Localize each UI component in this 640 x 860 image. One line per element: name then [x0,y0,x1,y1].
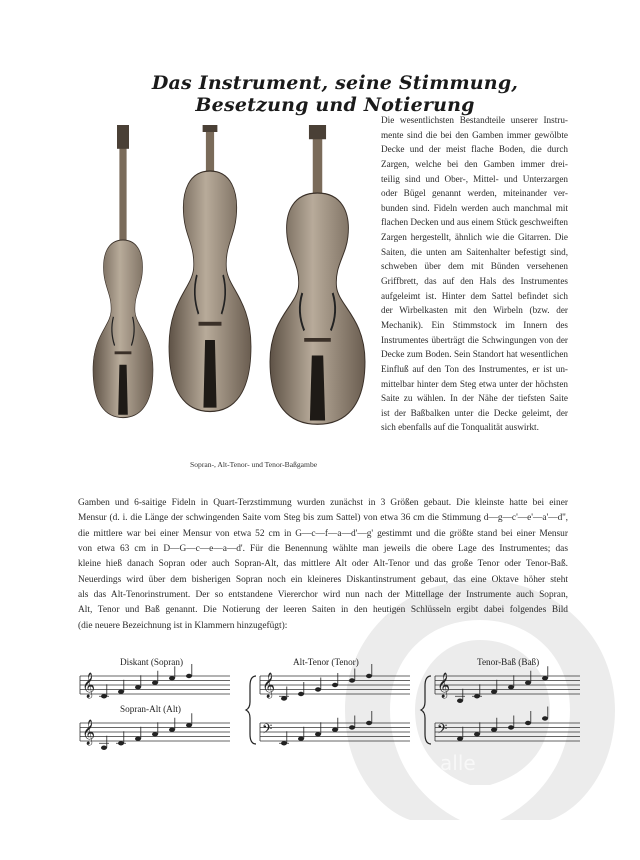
note [366,721,372,725]
note [542,676,548,680]
note [101,746,107,750]
note [508,725,514,729]
label-sopran-alt: Sopran-Alt (Alt) [120,704,181,714]
text-line: Zargen, welche bei den Gamben immer drei- [381,158,568,169]
note [457,737,463,741]
note [491,690,497,694]
label-tenor-bass: Tenor-Baß (Baß) [477,657,540,667]
main-paragraph [78,496,568,634]
music-notation [70,660,590,760]
label-alt-tenor: Alt-Tenor (Tenor) [293,657,359,667]
text-line: mente sind die bei den Gamben immer gewölbte [381,129,568,140]
text-line: flachen Decken und aus einem Stück geschweiften [381,217,568,228]
text-line: Neuerdings wird über dem bisherigen Sopran noch ein kleineres Diskantinstrument gebaut, das eine Oktave höher steht [78,574,568,585]
text-line: Mensur (d. i. die Länge der schwingenden Saite vom Steg bis zum Sattel) von etwa 36 cm die Stimmung d—g—c'—e'—a'—d'', [78,513,568,524]
note [298,692,304,696]
note [457,699,463,703]
text-line: ist der Baßbalken unter die Decke geleimt, der [381,407,568,418]
note [525,721,531,725]
text-line: von etwa 63 cm in D—G—c—e—a—d'. Für die Benennung wählte man jeweils die obere Lage des Instrumentes; das [78,544,568,555]
soprano-gamba [93,125,153,418]
text-line: Alt, Tenor und Baß genannt. Die Notierung der leeren Saiten in den heutigen Schlüsseln ergibt dabei folgendes Bild [78,605,568,616]
text-line: schweben über dem mit Bünden versehenen [381,261,568,272]
note [186,674,192,678]
text-line: als das Alt-Tenorinstrument. Der so entstandene Viererchor wird nun nach der Mittellage der Instrumente auch Sopran, [78,590,568,601]
treble-clef-icon: 𝄞 [82,720,96,745]
text-line: Griffbrett, das auf den Hals des Instrumentes [381,276,568,287]
note [186,723,192,727]
text-line: kleine hieß danach Sopran oder auch Sopran-Alt, das mittlere Alt oder Alt-Tenor und das große Tenor oder Tenor-Baß. [78,559,568,570]
text-line: bunden sind. Fideln werden auch manchmal mit [381,202,568,213]
note [366,674,372,678]
text-line: Zargen hergestellt, ähnlich wie die Gitarren. Die [381,232,568,243]
tenor-bass-gamba [270,125,365,424]
note [118,690,124,694]
text-line: Gamben und 6-saitige Fideln in Quart-Terzstimmung wurden zunächst in 3 Größen gebaut. Die kleinste hatte bei einer [78,498,568,508]
treble-clef-icon: 𝄞 [262,673,276,698]
note [315,732,321,736]
note [281,696,287,700]
treble-clef-icon: 𝄞 [82,673,96,698]
text-line: Die wesentlichsten Bestandteile unserer Instru- [381,115,568,125]
note [542,716,548,720]
side-text-column [381,113,568,435]
text-line: Einfluß auf den Ton des Instrumentes, er ist un- [381,363,568,374]
note [298,737,304,741]
note [349,725,355,729]
alt-tenor-gamba [169,125,251,412]
text-line: Saiten, die unten am Saitenhalter befestigt sind, [381,246,568,257]
text-line: Decke und der meist flache Boden, die durch [381,144,568,155]
text-line: der Wirbelkasten mit den Wirbeln (bzw. der [381,305,568,316]
bass-clef-icon: 𝄢 [437,721,448,740]
text-line: sich ebenfalls auf die Tonqualität auswirkt. [381,422,539,433]
note [332,683,338,687]
label-diskant: Diskant (Sopran) [120,657,184,667]
text-line: oder Bügel genannt werden, miteinander ver- [381,188,568,199]
note [135,685,141,689]
text-line: Saite zu wählen. In der Nähe der tiefsten Saite [381,393,568,404]
text-line: Decke zum Boden. Sein Standort hat wesentlichen [381,349,568,360]
note [152,681,158,685]
text-line: teilig sind und Ober-, Mittel- und Unterzargen [381,173,568,184]
note [491,728,497,732]
note [332,728,338,732]
text-line: die mittlere war bei einer Mensur von etwa 52 cm in G—c—f—a—d'—g' gestimmt und die größte stand bei einer Mensur [78,528,568,539]
gamba-photo [85,125,375,430]
text-line: aufgeleimt ist. Hinter dem Sattel befindet sich [381,290,568,301]
note [169,728,175,732]
bass-clef-icon: 𝄢 [262,721,273,740]
note [169,676,175,680]
figure-caption: Sopran-, Alt-Tenor- und Tenor-Baßgambe [190,460,318,469]
treble-clef-icon: 𝄞 [437,673,451,698]
note [315,687,321,691]
text-line: mittelbar hinter dem Steg etwa unter der höchsten [381,378,568,389]
note [508,685,514,689]
text-line: Instrumentes überträgt die Schwingungen von der [381,334,568,345]
text-line: (die neuere Bezeichnung ist in Klammern hinzugefügt): [78,620,288,631]
note [474,732,480,736]
note [152,732,158,736]
svg-text:alle: alle [440,751,476,775]
note [349,678,355,682]
note [525,681,531,685]
text-line: Mechanik). Ein Stimmstock im Innern des [381,319,568,330]
note [135,737,141,741]
page-title: Das Instrument, seine Stimmung, Besetzung und Notierung [151,72,519,116]
